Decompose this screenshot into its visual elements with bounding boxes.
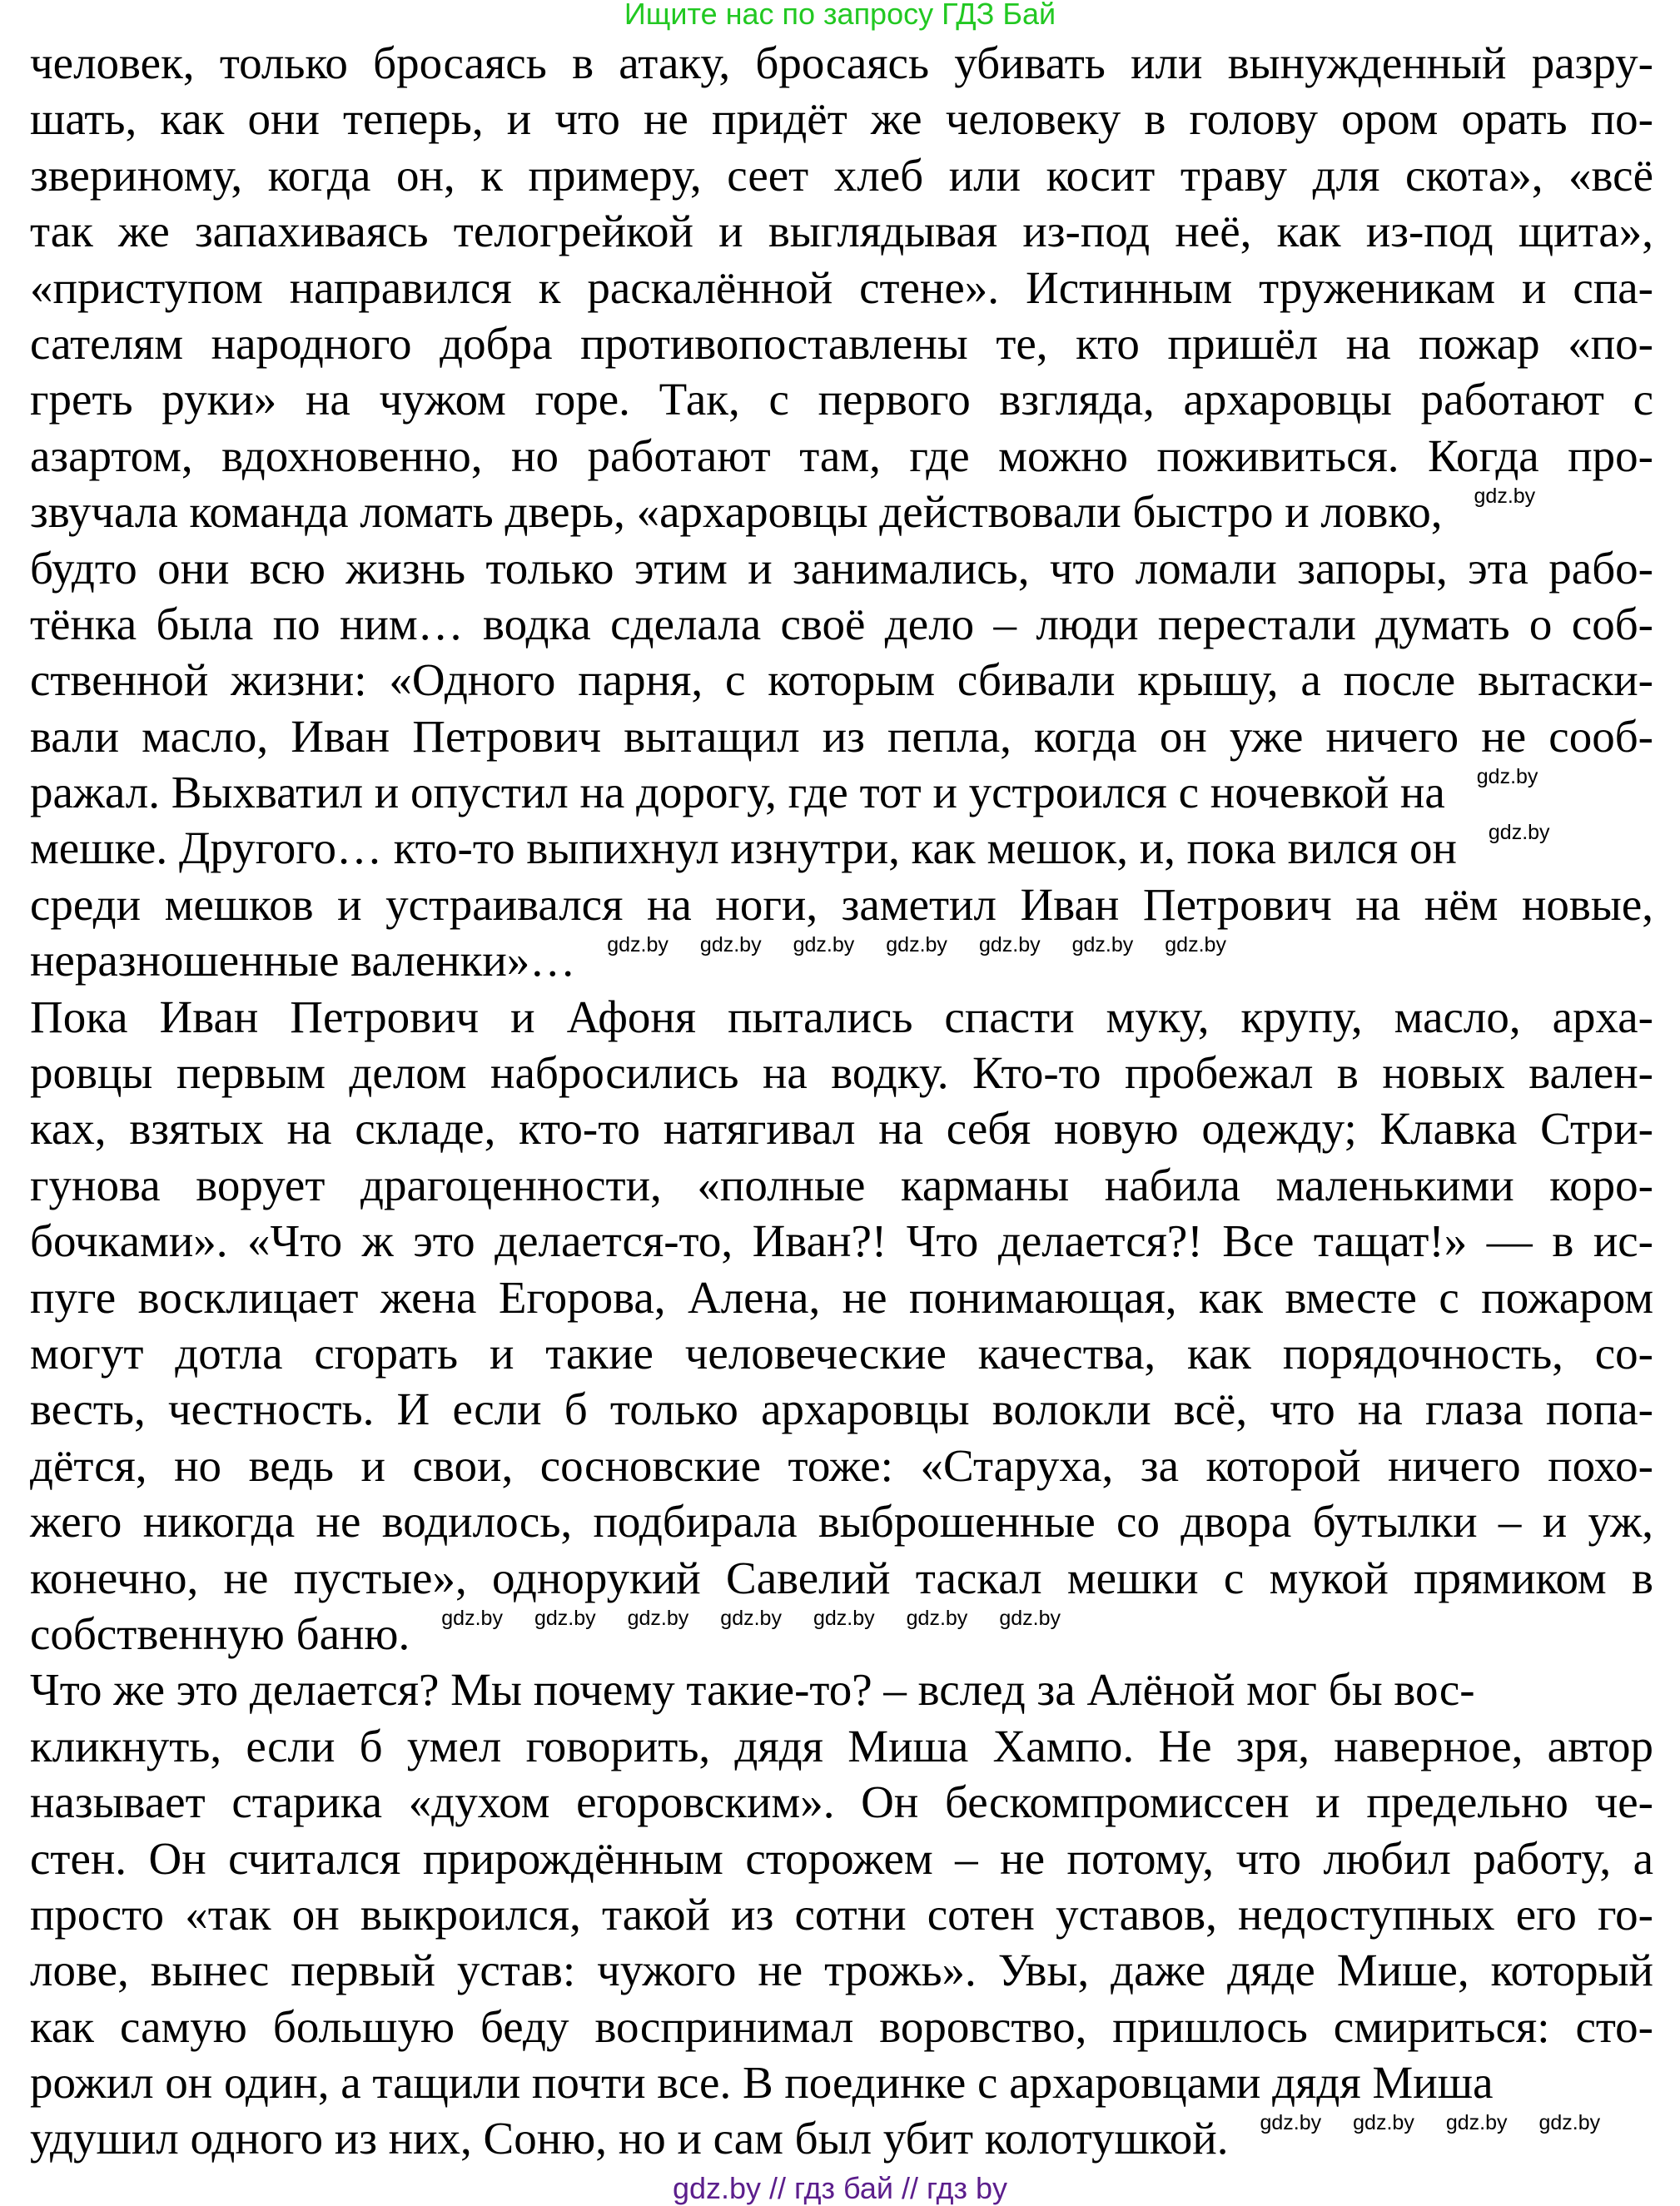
text-line bbox=[30, 1045, 1653, 1101]
text-line bbox=[30, 764, 1653, 820]
watermark: gdz.by bbox=[1476, 765, 1538, 789]
text-line bbox=[30, 540, 1653, 596]
watermark: gdz.by bbox=[1488, 821, 1550, 845]
text-line bbox=[30, 203, 1653, 259]
text-line-content: бочками». «Что ж это делается-то, Иван?! Что делается?! Все тащат!» — в ис- bbox=[30, 1215, 1653, 1267]
text-line-content: лове, вынес первый устав: чужого не трожь». Увы, даже дяде Мише, который bbox=[30, 1945, 1653, 1996]
text-line bbox=[30, 708, 1653, 764]
text-line bbox=[30, 147, 1653, 203]
text-line-content: неразношенные валенки»… bbox=[30, 935, 576, 986]
text-line-content: вали масло, Иван Петрович вытащил из пепла, когда он уже ничего не сооб- bbox=[30, 710, 1653, 762]
watermark: gdz.by bbox=[978, 933, 1041, 957]
text-line-content: ках, взятых на складе, кто-то натягивал на себя новую одежду; Клавка Стри- bbox=[30, 1103, 1653, 1155]
text-line bbox=[30, 1831, 1653, 1886]
watermark: gdz.by bbox=[999, 1606, 1061, 1630]
text-line bbox=[30, 820, 1653, 876]
text-line bbox=[30, 1718, 1653, 1774]
watermark: gdz.by bbox=[1474, 484, 1536, 509]
search-hint-banner: Ищите нас по запросу ГДЗ Бай bbox=[624, 0, 1056, 31]
text-line-content: просто «так он выкроился, такой из сотни сотен уставов, недоступных его го- bbox=[30, 1888, 1653, 1940]
text-line bbox=[30, 1381, 1653, 1437]
text-line bbox=[30, 1438, 1653, 1493]
text-line-content: весть, честность. И если б только архаровцы волокли всё, что на глаза попа- bbox=[30, 1384, 1653, 1435]
text-line bbox=[30, 1269, 1653, 1325]
text-line bbox=[30, 1493, 1653, 1549]
watermark: gdz.by bbox=[534, 1606, 596, 1630]
text-line-content: называет старика «духом егоровским». Он бескомпромиссен и предельно че- bbox=[30, 1776, 1653, 1828]
text-line-content: греть руки» на чужом горе. Так, с первого взгляда, архаровцы работают с bbox=[30, 374, 1653, 425]
text-line-content: тёнка была по ним… водка сделала своё дело – люди перестали думать о соб- bbox=[30, 598, 1653, 649]
text-line bbox=[30, 1999, 1653, 2054]
document-body bbox=[30, 35, 1653, 2167]
text-line-content: азартом, вдохновенно, но работают там, где можно поживиться. Когда про- bbox=[30, 430, 1653, 481]
text-line-content: пуге восклицает жена Егорова, Алена, не понимающая, как вместе с пожаром bbox=[30, 1271, 1653, 1323]
watermark: gdz.by bbox=[1445, 2111, 1508, 2135]
text-line bbox=[30, 1662, 1653, 1717]
text-line-content: звериному, когда он, к примеру, сеет хлеб или косит траву для скота», «всё bbox=[30, 149, 1653, 201]
text-line bbox=[30, 877, 1653, 932]
text-line-content: ровцы первым делом набросились на водку. Кто-то пробежал в новых вален- bbox=[30, 1047, 1653, 1099]
text-line-content: человек, только бросаясь в атаку, бросаясь убивать или вынужденный разру- bbox=[30, 37, 1653, 88]
text-line-content: как самую большую беду воспринимал воровство, пришлось смириться: сто- bbox=[30, 2000, 1653, 2052]
text-line bbox=[30, 1942, 1653, 1998]
text-line-content: собственную баню. bbox=[30, 1607, 410, 1659]
text-line-content: шать, как они теперь, и что не придёт же человеку в голову ором орать по- bbox=[30, 93, 1653, 145]
watermark: gdz.by bbox=[699, 933, 762, 957]
text-line bbox=[30, 428, 1653, 484]
text-line bbox=[30, 1774, 1653, 1830]
text-line bbox=[30, 652, 1653, 708]
text-line-content: жего никогда не водилось, подбирала выброшенные со двора бутылки – и уж, bbox=[30, 1496, 1653, 1548]
text-line-content: могут дотла сгорать и такие человеческие качества, как порядочность, со- bbox=[30, 1327, 1653, 1379]
text-line-content: «приступом направился к раскалённой стене». Истинным труженикам и спа- bbox=[30, 261, 1653, 313]
text-line bbox=[30, 2054, 1653, 2110]
text-line-content: Что же это делается? Мы почему такие-то? – вслед за Алёной мог бы вос- bbox=[30, 1664, 1475, 1716]
text-line-content: кликнуть, если б умел говорить, дядя Миша Хампо. Не зря, наверное, автор bbox=[30, 1720, 1653, 1771]
text-line bbox=[30, 315, 1653, 371]
text-line-content: сателям народного добра противопоставлены те, кто пришёл на пожар «по- bbox=[30, 317, 1653, 369]
watermark: gdz.by bbox=[1071, 933, 1134, 957]
watermark: gdz.by bbox=[1165, 933, 1226, 957]
text-line bbox=[30, 35, 1653, 91]
watermark: gdz.by bbox=[1260, 2111, 1322, 2135]
text-line bbox=[30, 484, 1653, 539]
text-line bbox=[30, 91, 1653, 147]
text-line bbox=[30, 1101, 1653, 1156]
text-line-content: гунова ворует драгоценности, «полные карманы набила маленькими коро- bbox=[30, 1159, 1653, 1210]
text-line bbox=[30, 1325, 1653, 1381]
text-line bbox=[30, 2110, 1653, 2166]
text-line-content: рожил он один, а тащили почти все. В поединке с архаровцами дядя Миша bbox=[30, 2057, 1494, 2109]
text-line bbox=[30, 989, 1653, 1045]
text-line bbox=[30, 1606, 1653, 1662]
watermark: gdz.by bbox=[627, 1606, 689, 1630]
watermark: gdz.by bbox=[720, 1606, 782, 1630]
watermark: gdz.by bbox=[906, 1606, 968, 1630]
text-line-content: дётся, но ведь и свои, сосновские тоже: «Старуха, за которой ничего похо- bbox=[30, 1439, 1653, 1491]
text-line-content: среди мешков и устраивался на ноги, заметил Иван Петрович на нём новые, bbox=[30, 878, 1653, 930]
footer-links: gdz.by // гдз бай // гдз by bbox=[672, 2171, 1008, 2205]
watermark: gdz.by bbox=[607, 933, 669, 957]
text-line bbox=[30, 260, 1653, 315]
text-line bbox=[30, 1157, 1653, 1213]
watermark: gdz.by bbox=[1538, 2111, 1601, 2135]
text-line-content: конечно, не пустые», однорукий Савелий таскал мешки с мукой прямиком в bbox=[30, 1552, 1653, 1603]
text-line-content: Пока Иван Петрович и Афоня пытались спасти муку, крупу, масло, арха- bbox=[30, 991, 1653, 1042]
watermark: gdz.by bbox=[1353, 2111, 1414, 2135]
text-line-content: ственной жизни: «Одного парня, с которым сбивали крышу, а после вытаски- bbox=[30, 654, 1653, 706]
text-line bbox=[30, 932, 1653, 988]
watermark: gdz.by bbox=[793, 933, 855, 957]
text-line bbox=[30, 371, 1653, 427]
watermark: gdz.by bbox=[441, 1606, 503, 1630]
watermark: gdz.by bbox=[886, 933, 947, 957]
text-line-content: стен. Он считался прирождённым сторожем – не потому, что любил работу, а bbox=[30, 1832, 1653, 1884]
text-line bbox=[30, 1886, 1653, 1942]
text-line-content: так же запахиваясь телогрейкой и выглядывая из-под неё, как из-под щита», bbox=[30, 206, 1653, 257]
text-line-content: удушил одного из них, Соню, но и сам был убит колотушкой. bbox=[30, 2113, 1229, 2164]
text-line bbox=[30, 1550, 1653, 1606]
text-line-content: будто они всю жизнь только этим и занимались, что ломали запоры, эта рабо- bbox=[30, 542, 1653, 594]
watermark: gdz.by bbox=[813, 1606, 875, 1630]
text-line-content: звучала команда ломать дверь, «архаровцы действовали быстро и ловко, bbox=[30, 486, 1443, 538]
text-line bbox=[30, 596, 1653, 652]
text-line-content: ражал. Выхватил и опустил на дорогу, где тот и устроился с ночевкой на bbox=[30, 767, 1445, 818]
text-line bbox=[30, 1213, 1653, 1269]
text-line-content: мешке. Другого… кто-то выпихнул изнутри, как мешок, и, пока вился он bbox=[30, 822, 1457, 874]
